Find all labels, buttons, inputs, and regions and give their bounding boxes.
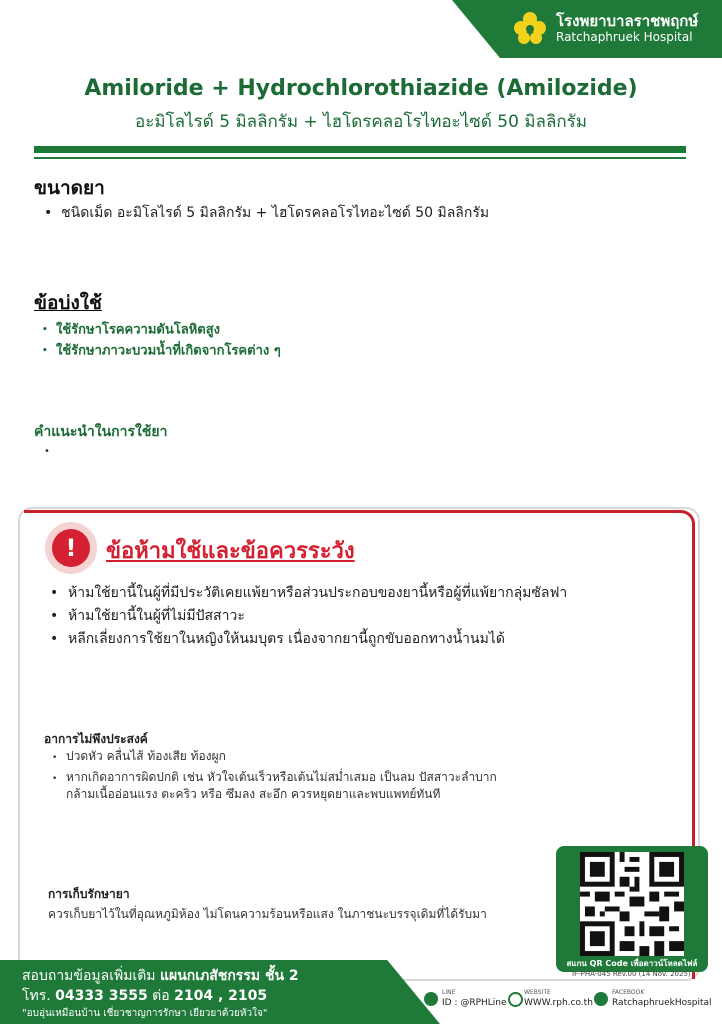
indication-text: ใช้รักษาภาวะบวมน้ำที่เกิดจากโรคต่าง ๆ <box>56 343 281 358</box>
warnings-heading: ข้อห้ามใช้และข้อควรระวัง <box>106 539 355 564</box>
title-divider-thin <box>34 157 686 159</box>
advice-bullet: • <box>44 446 50 457</box>
globe-icon <box>508 992 523 1007</box>
warning-item <box>50 628 567 651</box>
warnings-list <box>50 582 567 651</box>
side-effect-text: หากเกิดอาการผิดปกติ เช่น หัวใจเต้นเร็วหรือเต้นไม่สม่ำเสมอ เป็นลม ปัสสาวะลำบาก <box>66 770 497 784</box>
indication-item <box>42 341 281 362</box>
line-contact[interactable] <box>424 989 507 1012</box>
facebook-icon <box>594 992 608 1006</box>
line-label: LINE <box>442 989 456 996</box>
qr-caption: สแกน QR Code เพื่อดาวน์โหลดไฟล์ <box>566 959 698 968</box>
hospital-logo-icon <box>512 10 548 46</box>
hospital-name-en: Ratchaphruek Hospital <box>556 30 693 44</box>
indication-text: ใช้รักษาโรคความดันโลหิตสูง <box>56 322 220 338</box>
warning-item <box>50 582 567 605</box>
qr-code[interactable] <box>580 852 684 956</box>
website-label: WEBSITE <box>524 989 551 996</box>
advice-heading: คำแนะนำในการใช้ยา <box>34 424 168 440</box>
footer-info-dept: แผนกเภสัชกรรม ชั้น 2 <box>160 968 299 984</box>
side-effect-item <box>52 747 497 768</box>
facebook-contact[interactable] <box>594 989 712 1012</box>
side-effects-list <box>52 747 497 789</box>
facebook-page: RatchaphruekHospital <box>612 998 712 1008</box>
website-url: WWW.rph.co.th <box>524 998 593 1008</box>
warning-text: ห้ามใช้ยานี้ในผู้ที่ไม่มีปัสสาวะ <box>68 608 245 624</box>
footer-tel-number[interactable]: 04333 3555 <box>55 988 148 1004</box>
footer-tel-ext: 2104 , 2105 <box>174 988 268 1004</box>
exclamation-icon: ! <box>52 529 90 567</box>
side-effects-heading: อาการไม่พึงประสงค์ <box>44 732 148 746</box>
dosage-item: • ชนิดเม็ด อะมิโลไรด์ 5 มิลลิกรัม + ไฮโดรคลอโรไทอะไซด์ 50 มิลลิกรัม <box>44 205 490 221</box>
footer-phone <box>22 985 267 1007</box>
indications-heading: ข้อบ่งใช้ <box>34 292 102 314</box>
indications-list <box>42 320 281 361</box>
footer-info <box>22 965 299 987</box>
footer-tel-prefix: โทร. <box>22 988 51 1004</box>
line-icon <box>424 992 438 1006</box>
dosage-heading: ขนาดยา <box>34 177 105 199</box>
side-effect-text: ปวดหัว คลื่นไส้ ท้องเสีย ท้องผูก <box>66 749 226 763</box>
footer-tel-ext-word: ต่อ <box>152 988 170 1004</box>
drug-name-en: Amiloride + Hydrochlorothiazide (Amilozide) <box>84 76 638 101</box>
footer-info-prefix: สอบถามข้อมูลเพิ่มเติม <box>22 968 156 984</box>
footer-slogan: "อบอุ่นเหมือนบ้าน เชี่ยวชาญการรักษา เยียวยาด้วยหัวใจ" <box>22 1008 268 1019</box>
storage-heading: การเก็บรักษายา <box>48 887 130 901</box>
warning-text: ห้ามใช้ยานี้ในผู้ที่มีประวัติเคยแพ้ยาหรือส่วนประกอบของยานี้หรือผู้ที่แพ้ยากลุ่มซัลฟา <box>68 585 568 601</box>
facebook-label: FACEBOOK <box>612 989 645 996</box>
dosage-item-text: ชนิดเม็ด อะมิโลไรด์ 5 มิลลิกรัม + ไฮโดรคลอโรไทอะไซด์ 50 มิลลิกรัม <box>61 205 490 221</box>
warning-text: หลีกเลี่ยงการใช้ยาในหญิงให้นมบุตร เนื่องจากยานี้ถูกขับออกทางน้ำนมได้ <box>68 631 505 647</box>
drug-name-th: อะมิโลไรด์ 5 มิลลิกรัม + ไฮโดรคลอโรไทอะไซด์ 50 มิลลิกรัม <box>135 112 587 132</box>
document-code: IF-PHA-045 Rev.00 (14 Nov. 2025) <box>572 970 691 978</box>
indication-item <box>42 320 281 341</box>
hospital-name-th: โรงพยาบาลราชพฤกษ์ <box>556 12 699 30</box>
warning-item <box>50 605 567 628</box>
line-id: ID : @RPHLine <box>442 998 507 1008</box>
title-divider-thick <box>34 146 686 153</box>
storage-text: ควรเก็บยาไว้ในที่อุณหภูมิห้อง ไม่โดนความร้อนหรือแสง ในภาชนะบรรจุเดิมที่ได้รับมา <box>48 907 487 921</box>
qr-code-icon <box>580 852 684 956</box>
side-effect-continuation: กล้ามเนื้ออ่อนแรง ตะคริว หรือ ซึมลง สะอึก ควรหยุดยาและพบแพทย์ทันที <box>66 787 441 801</box>
website-contact[interactable] <box>508 989 594 1012</box>
